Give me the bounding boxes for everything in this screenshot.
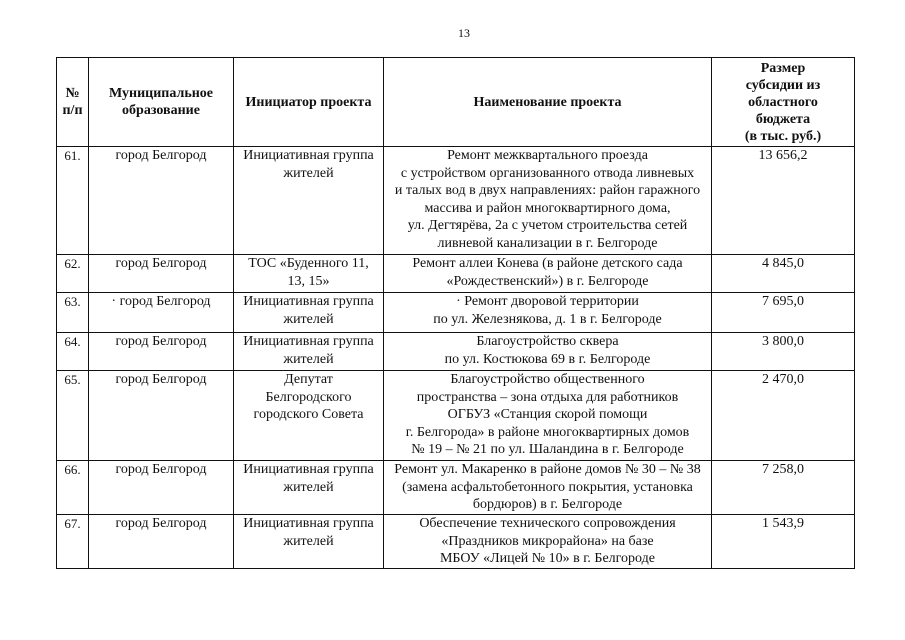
subsidy-cell: 7 695,0 <box>712 293 855 333</box>
row-number: 65. <box>57 371 89 461</box>
municipality-cell: · город Белгород <box>89 293 234 333</box>
project-name-cell: Ремонт межквартального проезда с устройством организованного отвода ливневых и талых вод в двух направлениях: район гаражного массива и район многоквартирного дома, ул. Дегтярёва, 2а с учетом строительства сетей ливневой канализации в г. Белгороде <box>384 147 712 255</box>
initiator-cell: Инициативная группа жителей <box>234 147 384 255</box>
subsidy-cell: 7 258,0 <box>712 461 855 515</box>
table-row <box>57 293 855 333</box>
header-initiator: Инициатор проекта <box>234 58 384 147</box>
municipality-cell: город Белгород <box>89 147 234 255</box>
subsidy-cell: 13 656,2 <box>712 147 855 255</box>
header-subsidy: Размер субсидии из областного бюджета (в тыс. руб.) <box>712 58 855 147</box>
project-name-cell: Ремонт ул. Макаренко в районе домов № 30 – № 38 (замена асфальтобетонного покрытия, установка бордюров) в г. Белгороде <box>384 461 712 515</box>
header-project: Наименование проекта <box>384 58 712 147</box>
table-row <box>57 461 855 515</box>
row-number: 62. <box>57 255 89 293</box>
header-num: № п/п <box>57 58 89 147</box>
municipality-cell: город Белгород <box>89 461 234 515</box>
subsidy-cell: 1 543,9 <box>712 515 855 569</box>
municipality-cell: город Белгород <box>89 333 234 371</box>
subsidy-cell: 3 800,0 <box>712 333 855 371</box>
initiator-cell: Инициативная группа жителей <box>234 461 384 515</box>
table-row <box>57 255 855 293</box>
municipality-cell: город Белгород <box>89 515 234 569</box>
row-number: 64. <box>57 333 89 371</box>
subsidy-cell: 4 845,0 <box>712 255 855 293</box>
initiator-cell: ТОС «Буденного 11, 13, 15» <box>234 255 384 293</box>
row-number: 63. <box>57 293 89 333</box>
table-row <box>57 515 855 569</box>
subsidy-table <box>56 57 855 569</box>
project-name-cell: Благоустройство сквера по ул. Костюкова 69 в г. Белгороде <box>384 333 712 371</box>
table-header-row <box>57 58 855 147</box>
project-name-cell: · Ремонт дворовой территории по ул. Железнякова, д. 1 в г. Белгороде <box>384 293 712 333</box>
table-row <box>57 147 855 255</box>
table-row <box>57 371 855 461</box>
initiator-cell: Инициативная группа жителей <box>234 515 384 569</box>
municipality-cell: город Белгород <box>89 255 234 293</box>
initiator-cell: Инициативная группа жителей <box>234 293 384 333</box>
header-municipality: Муниципальное образование <box>89 58 234 147</box>
initiator-cell: Депутат Белгородского городского Совета <box>234 371 384 461</box>
row-number: 61. <box>57 147 89 255</box>
project-name-cell: Ремонт аллеи Конева (в районе детского сада «Рождественский») в г. Белгороде <box>384 255 712 293</box>
project-name-cell: Благоустройство общественного пространства – зона отдыха для работников ОГБУЗ «Станция скорой помощи г. Белгорода» в районе многоквартирных домов № 19 – № 21 по ул. Шаландина в г. Белгороде <box>384 371 712 461</box>
row-number: 67. <box>57 515 89 569</box>
row-number: 66. <box>57 461 89 515</box>
project-name-cell: Обеспечение технического сопровождения «Праздников микрорайона» на базе МБОУ «Лицей № 10» в г. Белгороде <box>384 515 712 569</box>
municipality-cell: город Белгород <box>89 371 234 461</box>
initiator-cell: Инициативная группа жителей <box>234 333 384 371</box>
subsidy-cell: 2 470,0 <box>712 371 855 461</box>
table-row <box>57 333 855 371</box>
